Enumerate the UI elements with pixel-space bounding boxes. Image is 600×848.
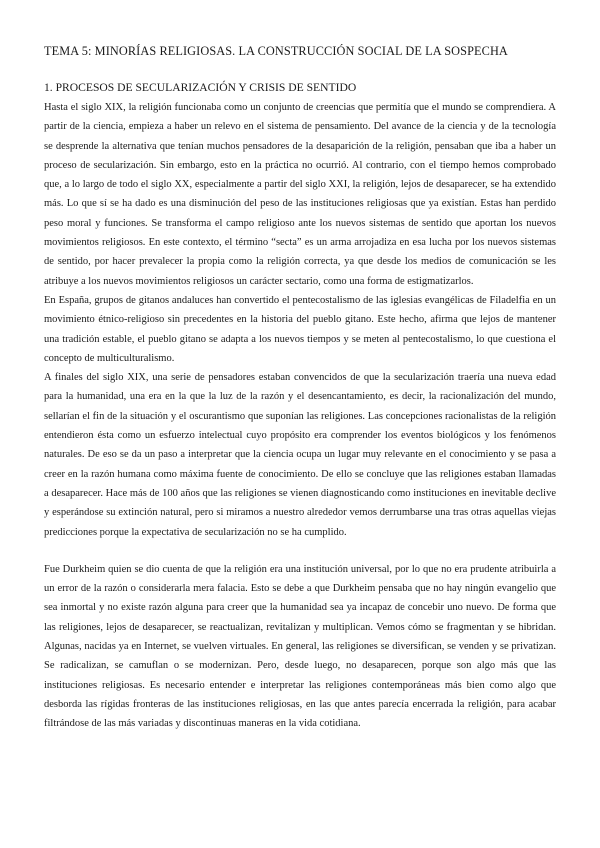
paragraph-secularization: Hasta el siglo XIX, la religión funcionaba como un conjunto de creencias que permitía que el mundo se comprendiera. A partir de la ciencia, empieza a haber un relevo en el sistema de pensamiento. Del avance de la ciencia y de la tecnología se desprende la alternativa que tenían muchos pensadores de la desaparición de la religión, pensaban que iba a haber un proceso de secularización. Sin embargo, esto en la práctica no ocurrió. Al contrario, con el tiempo hemos comprobado que, a lo largo de todo el siglo XX, especialmente a partir del siglo XXI, la religión, lejos de desaparecer, se ha extendido más. Lo que sí se ha dado es una disminución del peso de las instituciones religiosas que ya existían. Estas han perdido peso moral y funciones. Se transforma el campo religioso ante los nuevos sistemas de sentido que aportan los nuevos movimientos religiosos. En este contexto, el término “secta” es un arma arrojadiza en esa lucha por los nuevos sistemas de sentido, por hacer prevalecer la propia como la religión correcta, ya que desde los medios de comunicación se les atribuye a los nuevos movimientos religiosos un carácter sectario, como una forma de estigmatizarlos. [44, 102, 556, 287]
section-heading: 1. PROCESOS DE SECULARIZACIÓN Y CRISIS DE SENTIDO [44, 81, 357, 94]
paragraph-nineteenth-century: A finales del siglo XIX, una serie de pensadores estaban convencidos de que la secularización traería una nueva edad para la humanidad, una era en la que la luz de la razón y el desencantamiento, es decir, la racionalización del mundo, sellarían el fin de la situación y el oscurantismo que suponían las religiones. Las concepciones racionalistas de la religión entendieron ésta como un esfuerzo intelectual cuyo propósito era comprender los eventos biológicos y los fenómenos naturales. De eso se da un paso a interpretar que la ciencia ocupa un lugar muy relevante en el conocimiento y se pasa a creer en la razón humana como máxima fuente de conocimiento. De ello se concluye que las religiones estaban llamadas a desaparecer. Hace más de 100 años que las religiones se vienen diagnosticando como instituciones en inevitable declive y esperándose su extinción natural, pero si miramos a nuestro alrededor vemos derrumbarse una tras otras aquellas viejas predicciones porque la expectativa de secularización no se ha cumplido. [44, 372, 556, 538]
document-title: TEMA 5: MINORÍAS RELIGIOSAS. LA CONSTRUCCIÓN SOCIAL DE LA SOSPECHA [44, 44, 508, 58]
paragraph-spacer [44, 542, 556, 560]
paragraph-spain-gitanos: En España, grupos de gitanos andaluces han convertido el pentecostalismo de las iglesias evangélicas de Filadelfia en un movimiento étnico-religioso sin precedentes en la historia del pueblo gitano. Este hecho, afirma que lejos de mantener una tradición estable, el pueblo gitano se adapta a los nuevos tiempos y se meten al pentecostalismo, lo que cuestiona el concepto de multiculturalismo. [44, 294, 556, 364]
paragraph-durkheim: Fue Durkheim quien se dio cuenta de que la religión era una institución universal, por lo que no era prudente atribuirla a un error de la razón o considerarla mera falacia. Esto se debe a que Durkheim pensaba que no hay ningún evangelio que sea inmortal y no existe razón alguna para creer que la humanidad sea ya incapaz de concebir uno nuevo. De forma que las religiones, lejos de desaparecer, se reactualizan, revitalizan y multiplican. Vemos cómo se fragmentan y se hibridan. Algunas, nacidas ya en Internet, se vuelven virtuales. En general, las religiones se diversifican, se venden y se privatizan. Se radicalizan, se camuflan o se modernizan. Pero, desde luego, no desaparecen, porque son algo más que las instituciones religiosas. Es necesario entender e interpretar las religiones contemporáneas más bien como algo que desborda las rígidas fronteras de las instituciones religiosas, en las que antes parecía encerrada la religión, para acabar filtrándose de las más variadas y discontinuas maneras en la vida cotidiana. [44, 563, 556, 730]
